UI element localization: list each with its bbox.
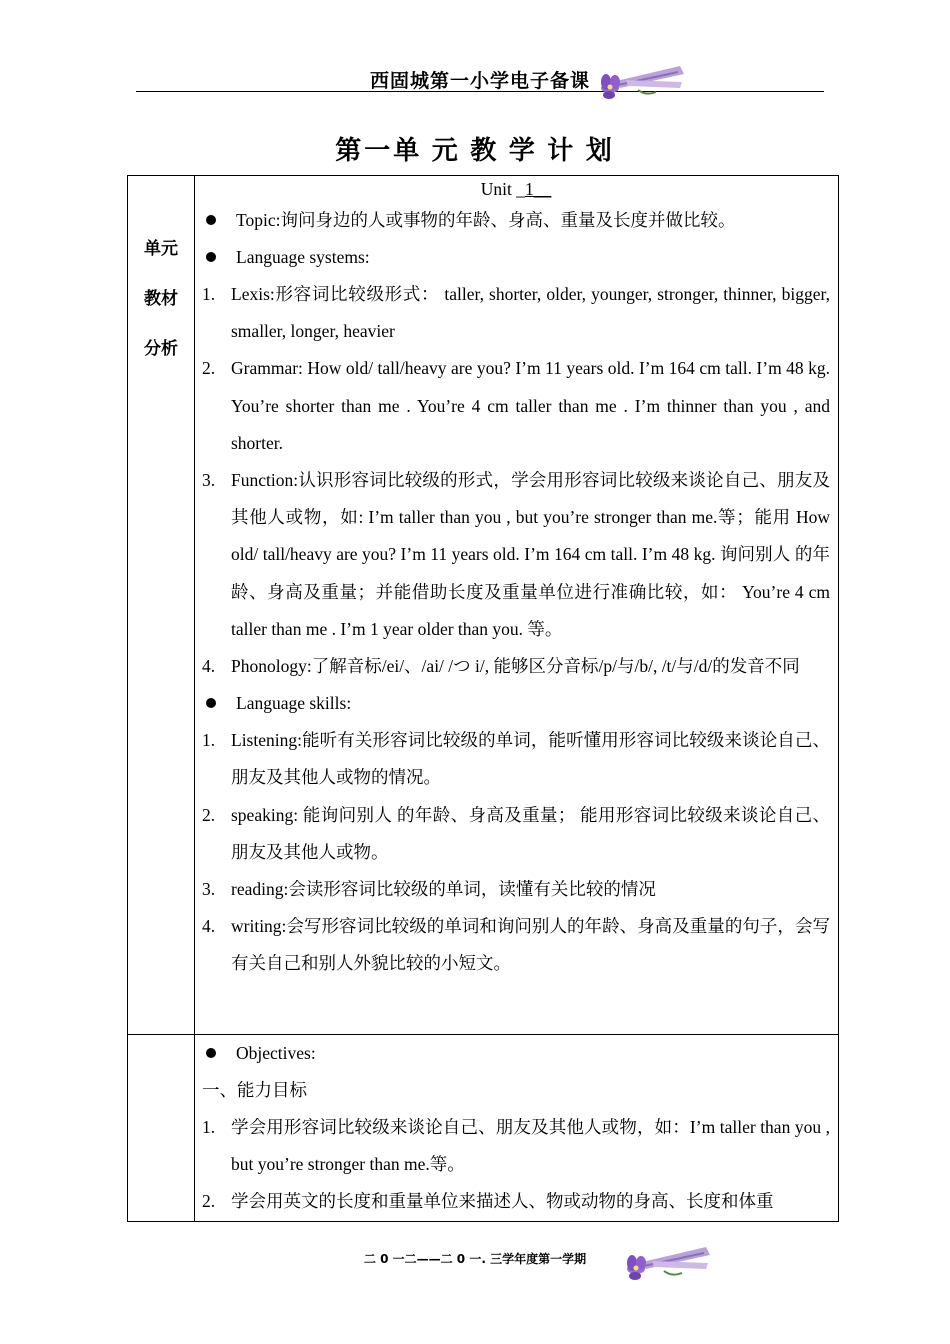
language-skills-bullet: Language skills:: [202, 685, 830, 722]
section-content-cell: [195, 176, 838, 1034]
list-item: 1. Listening:能听有关形容词比较级的单词，能听懂用形容词比较级来谈论自己、朋友及其他人或物的情况。: [202, 730, 830, 788]
purple-flower-icon: [624, 1233, 714, 1283]
page-footer: 二 0 一二——二 0 一. 三学年度第一学期: [363, 1252, 587, 1266]
list-item: 4. writing:会写形容词比较级的单词和询问别人的年龄、身高及重量的句子，会写有关自己和别人外貌比较的小短文。: [202, 916, 830, 974]
list-item: 4. Phonology:了解音标/ei/、/ai/ /つ i/, 能够区分音标/p/与/b/, /t/与/d/的发音不同: [202, 656, 800, 677]
objectives-bullet: Objectives:: [202, 1035, 830, 1072]
header-rule: [136, 91, 824, 92]
ability-heading: 一、能力目标: [202, 1080, 307, 1100]
lesson-plan-table: [127, 175, 839, 1222]
bullet-icon: [202, 202, 236, 239]
section-label: 单元 教材 分析: [144, 239, 178, 359]
section-objectives-row: [128, 1035, 838, 1221]
list-item: 1. Lexis:形容词比较级形式： taller, shorter, older, younger, stronger, thinner, bigger, smaller, longer, heavier: [202, 284, 830, 342]
language-systems-bullet: Language systems:: [202, 239, 830, 276]
bullet-icon: [202, 1035, 236, 1072]
document-title: 第一单 元 教 学 计 划: [335, 136, 615, 165]
list-item: 3. Function:认识形容词比较级的形式，学会用形容词比较级来谈论自己、朋友及其他人或物，如: I’m taller than you , but you’re stronger than me.等；能用 How old/ tall/heavy are you? I’m 11 years old. I’m 164 cm tall. I’m 48 kg. 询问别人 的年龄、身高及重量；并能借助长度及重量单位进行准确比较，如： You’re 4 cm taller than me . I’m 1 year older than you. 等。: [202, 470, 830, 639]
objectives-label-cell: [128, 1035, 195, 1221]
list-item: 1. 学会用形容词比较级来谈论自己、朋友及其他人或物，如：I’m taller than you , but you’re stronger than me.等。: [202, 1117, 830, 1175]
list-item: 2. speaking: 能询问别人 的年龄、身高及重量； 能用形容词比较级来谈论自己、朋友及其他人或物。: [202, 804, 830, 862]
bullet-icon: [202, 685, 236, 722]
page-header: [136, 60, 824, 94]
objectives-content-cell: [195, 1035, 838, 1221]
list-item: 2. Grammar: How old/ tall/heavy are you? I’m 11 years old. I’m 164 cm tall. I’m 48 kg. You’re shorter than me . You’re 4 cm taller than me . I’m thinner than you , and shorter.: [202, 358, 830, 453]
topic-bullet: Topic:询问身边的人或事物的年龄、身高、重量及长度并做比较。: [202, 202, 830, 239]
bullet-icon: [202, 239, 236, 276]
unit-heading: Unit _1__: [480, 179, 552, 199]
purple-flower-icon: [598, 52, 688, 102]
section-analysis-row: [128, 176, 838, 1035]
list-item: 3. reading:会读形容词比较级的单词，读懂有关比较的情况: [202, 879, 656, 900]
section-label-cell: [128, 176, 195, 1034]
list-item: 2. 学会用英文的长度和重量单位来描述人、物或动物的身高、长度和体重: [202, 1191, 774, 1212]
school-title: 西固城第一小学电子备课: [369, 71, 590, 92]
